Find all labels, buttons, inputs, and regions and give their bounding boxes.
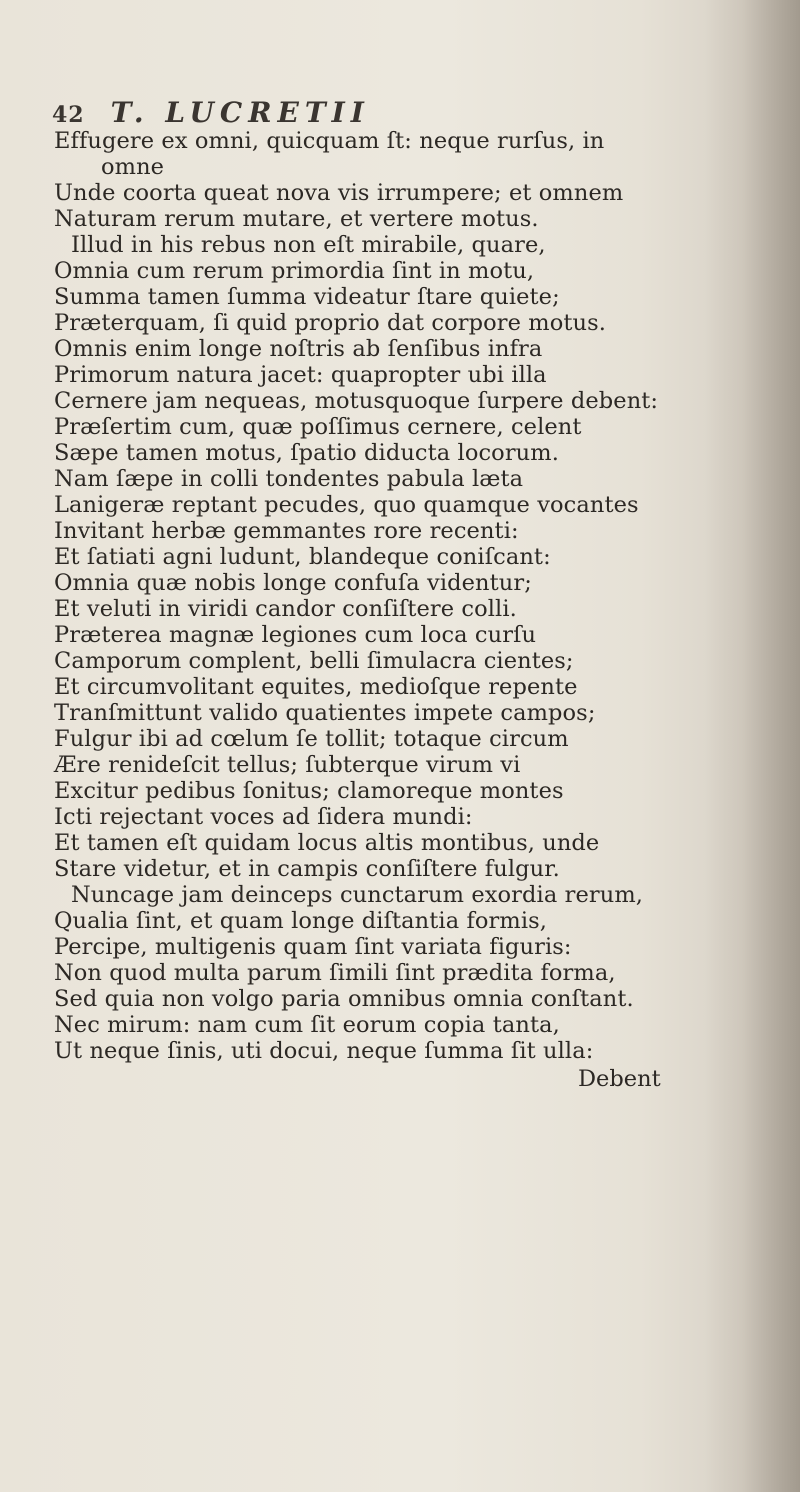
page-number: 42 — [52, 102, 85, 128]
verse-line: Nuncage jam deinceps cunctarum exordia rerum, — [71, 882, 644, 908]
verse-line: Nam ſæpe in colli tondentes pabula læta — [54, 466, 524, 492]
verse-line: Icti rejectant voces ad ſidera mundi: — [54, 804, 473, 830]
catchword: Debent — [578, 1066, 661, 1092]
verse-line: Effugere ex omni, quicquam ſt: neque rurſus, in — [54, 128, 605, 154]
verse-line: Nec mirum: nam cum ſit eorum copia tanta, — [54, 1012, 560, 1038]
verse-line: Omnia cum rerum primordia ſint in motu, — [54, 258, 535, 284]
verse-line: omne — [101, 154, 165, 180]
verse-line: Præterea magnæ legiones cum loca curſu — [54, 622, 537, 648]
verse-line: Et ſatiati agni ludunt, blandeque coniſcant: — [54, 544, 551, 570]
verse-line: Invitant herbæ gemmantes rore recenti: — [54, 518, 519, 544]
verse-line: Stare videtur, et in campis conſiſtere fulgur. — [54, 856, 560, 882]
verse-line: Illud in his rebus non eſt mirabile, quare, — [71, 232, 546, 258]
verse-line: Et tamen eſt quidam locus altis montibus, unde — [54, 830, 600, 856]
verse-line: Naturam rerum mutare, et vertere motus. — [54, 206, 539, 232]
verse-line: Præterquam, ſi quid proprio dat corpore motus. — [54, 310, 606, 336]
running-header — [52, 96, 370, 129]
verse-line: Fulgur ibi ad cœlum ſe tollit; totaque circum — [54, 726, 569, 752]
verse-line: Præſertim cum, quæ poſſimus cernere, celent — [54, 414, 582, 440]
verse-line: Omnis enim longe noſtris ab ſenſibus infra — [54, 336, 543, 362]
verse-line: Qualia ſint, et quam longe diſtantia formis, — [54, 908, 548, 934]
verse-line: Cernere jam nequeas, motusquoque ſurpere debent: — [54, 388, 659, 414]
running-title: T. LUCRETII — [110, 96, 370, 129]
verse-line: Et veluti in viridi candor conſiſtere colli. — [54, 596, 517, 622]
verse-line: Primorum natura jacet: quapropter ubi illa — [54, 362, 547, 388]
verse-line: Ære renideſcit tellus; ſubterque virum vi — [54, 752, 521, 778]
verse-line: Unde coorta queat nova vis irrumpere; et omnem — [54, 180, 624, 206]
verse-line: Summa tamen ſumma videatur ſtare quiete; — [54, 284, 560, 310]
verse-line: Et circumvolitant equites, medioſque repente — [54, 674, 578, 700]
verse-line: Lanigeræ reptant pecudes, quo quamque vocantes — [54, 492, 639, 518]
verse-line: Ut neque ſinis, uti docui, neque ſumma ſit ulla: — [54, 1038, 594, 1064]
verse-line: Non quod multa parum ſimili ſint prædita forma, — [54, 960, 616, 986]
verse-line: Omnia quæ nobis longe confuſa videntur; — [54, 570, 532, 596]
verse-line: Excitur pedibus ſonitus; clamoreque montes — [54, 778, 564, 804]
verse-line: Percipe, multigenis quam ſint variata figuris: — [54, 934, 572, 960]
verse-line: Tranſmittunt valido quatientes impete campos; — [54, 700, 596, 726]
verse-line: Sæpe tamen motus, ſpatio diducta locorum. — [54, 440, 559, 466]
verse-line: Camporum complent, belli ſimulacra cientes; — [54, 648, 574, 674]
verse-line: Sed quia non volgo paria omnibus omnia conſtant. — [54, 986, 634, 1012]
page-edge-shadow — [705, 0, 800, 1492]
